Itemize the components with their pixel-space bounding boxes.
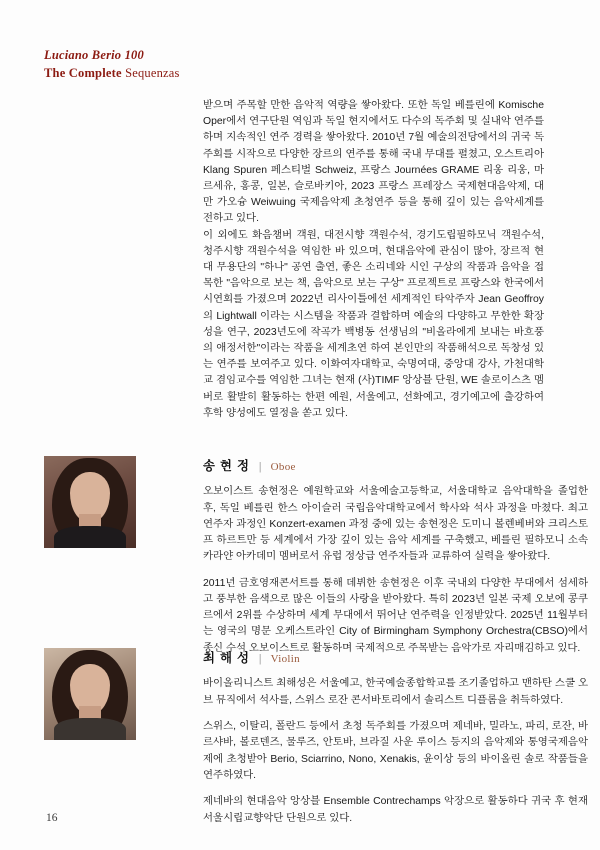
body-paragraph-2: 이 외에도 화음챔버 객원, 대전시향 객원수석, 경기도립필하모닉 객원수석, 청주시향 객원수석을 역임한 바 있으며, 현대음악에 관심이 많아, 장르적 현대 무용단의 "하나" 공연 출연, 좋은 소리네와 시인 구상의 작품과 음악을 접목한 "음악으로 보는 책, 음악으로 보는 구상" 프로젝트로 프랑스와 한국에서 시연회를 가졌으며 2022년 리사이틀에선 세계적인 타악주자 Jean Geoffroy의 Lightwall 이라는 시스템을 작품과 결합하며 예술의 다양하고 무한한 확장성을 연구, 2023년도에 작곡가 백병동 선생님의 "비올라에게 보내는 바흐풍의 애정서한"이라는 작품을 세계초연 하여 본인만의 작품해석으로 독창성 있는 연주를 보여주고 있다. 이화여자대학교, 숙명여대, 중앙대 강사, 가천대학교 겸임교수를 역임한 그녀는 현재 (사)TIMF 앙상블 단원, WE 솔로이스츠 멤버로 활발히 활동하는 한편 예원, 서울예고, 선화예고, 경기예고에 출강하여 후학 양성에도 열정을 쏟고 있다. xyxy=(203,229,544,419)
performer-name-oboe: 송 현 정 xyxy=(203,459,250,473)
performer-bio-oboe-p1: 오보이스트 송현정은 예원학교와 서울예술고등학교, 서울대학교 음악대학을 졸업한 후, 독일 베를린 한스 아이슬러 국립음악대학교에서 학사와 석사 과정을 마쳤다. 최고연주자 과정인 Konzert-examen 과정 중에 있는 송현정은 도미니 볼렌베버와 크리스토프 하르트만 등 세계에서 가장 깊이 있는 음악 세계를 구축했고, 베를린 필하모니 소속 카라얀 아카데미 멤버로서 유럽 정상급 연주자들과 교류하여 실력을 쌓아왔다. xyxy=(203,486,588,563)
performer-bio-oboe-p2: 2011년 금호영재콘서트를 통해 데뷔한 송현정은 이후 국내외 다양한 무대에서 섬세하고 풍부한 음색으로 많은 이들의 사랑을 받아왔다. 특히 2023년 일본 국제 오보에 콩쿠르에서 2위를 수상하며 세계 무대에서 뛰어난 연주력을 인정받았다. 2025년 11월부터는 영국의 명문 오케스트라인 City of Birmingham Symphony Orchestra(CBSO)에서 종신 수석 오보이스트로 활동하며 국제적으로 주목받는 음악가로 자리매김하고 있다. xyxy=(203,577,588,654)
performer-name-row-oboe xyxy=(203,456,588,474)
performer-separator-oboe: | xyxy=(258,461,262,473)
body-paragraph-1: 받으며 주목할 만한 음악적 역량을 쌓아왔다. 또한 독일 베를린에 Komische Oper에서 연구단원 역임과 독일 현지에서도 다수의 독주회 및 실내악 연주를 하며 지속적인 연주 경력을 쌓아왔다. 2010년 7월 예술의전당에서의 귀국 독주회를 시작으로 다양한 장르의 연주를 통해 국내 무대를 펼쳤고, 오스트리아 Klang Spuren 페스티벌 Schweiz, 프랑스 Journées GRAME 리옹 리옹, 마르세유, 홍콩, 일본, 슬로바키아, 2023 프랑스 프레장스 국제현대음악제, 대만 가오슝 Weiwuing 국제음악제 초청연주 등을 통해 깊이 있는 음악세계를 전하고 있다. xyxy=(203,100,544,225)
performer-instrument-oboe: Oboe xyxy=(270,461,296,473)
performer-name-violin: 최 해 성 xyxy=(203,651,250,665)
portrait-illustration xyxy=(44,648,136,740)
performer-separator-violin: | xyxy=(258,653,262,665)
performer-text-oboe xyxy=(203,456,588,667)
main-body xyxy=(203,98,544,422)
performer-photo-violin xyxy=(44,648,136,740)
performer-photo-oboe xyxy=(44,456,136,548)
header-title-line2 xyxy=(44,66,344,81)
header-title-line2-rest: Sequenzas xyxy=(125,66,180,80)
performer-name-row-violin xyxy=(203,648,588,666)
performer-bio-violin-p2: 스위스, 이탈리, 폴란드 등에서 초청 독주회를 가졌으며 제네바, 밀라노, 파리, 로잔, 바르샤바, 볼로덴즈, 물루즈, 안토바, 브라질 사운 루이스 등지의 음악제와 통영국제음악제에 초청받아 Berio, Sciarrino, Nono, Xenakis, 윤이상 등의 바이올린 솔로 작품들을 연주하였다. xyxy=(203,721,588,781)
performer-bio-violin-p1: 바이올리니스트 최해성은 서울예고, 한국예술종합학교를 조기졸업하고 맨하탄 스쿨 오브 뮤직에서 석사를, 스위스 로잔 콘서바토리에서 솔리스트 디플롬을 취득하였다. xyxy=(203,678,588,706)
header-title-line1: Luciano Berio 100 xyxy=(44,48,144,62)
page-header xyxy=(44,48,344,81)
performer-text-violin xyxy=(203,648,588,837)
performer-instrument-violin: Violin xyxy=(270,653,300,665)
header-title-line2-bold: The Complete xyxy=(44,66,126,80)
page-number: 16 xyxy=(46,812,58,824)
performer-bio-violin-p3: 제네바의 현대음악 앙상블 Ensemble Contrechamps 악장으로 활동하다 귀국 후 현재 서울시립교향악단 단원으로 있다. xyxy=(203,796,588,824)
portrait-illustration xyxy=(44,456,136,548)
